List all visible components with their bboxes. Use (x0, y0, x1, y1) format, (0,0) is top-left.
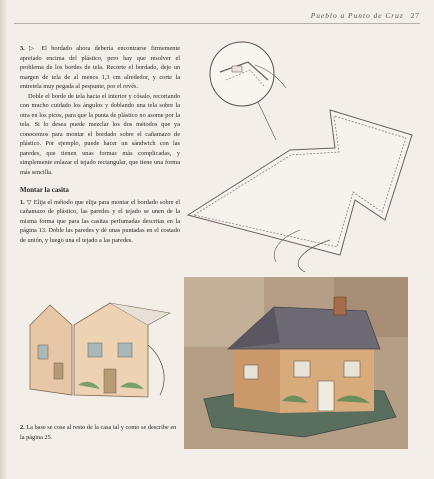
step-1-arrow: ▽ (26, 198, 32, 206)
step-1-number: 1. (20, 198, 25, 206)
magnifier-pointer (258, 102, 276, 140)
step-3-text: El bordado ahora debería encontrarse firmemente apretado encima del plástico, pero hay que resolver el problema de los bordes de tela. Recorte el bordado, deje un margen de tela de al menos 1,3 cm alrededor, y corte la entretela muy pegada al pespunte, por el revés. (20, 45, 181, 90)
step-3-continuation: Doble el borde de tela hacia el interior y cósalo, recortando con mucho cuidado los ángulos y doblando una tela sobre la otra en los picos, para que la punta de plástico no asome por la tela. Si lo desea puede mezclar los dos métodos que ya conocemos para montar el bordado sobre el cañamazo de plástico. Por ejemplo, puede hacer un sándwich con las paredes, que tienen unas formas más complicadas, y simplemente enlazar el tejado rectangular, que tiene una forma más sencilla. (20, 92, 180, 176)
finished-house-photo (184, 277, 408, 449)
house-walls (234, 341, 374, 413)
header-rule (14, 23, 420, 24)
step-3-paragraph (20, 44, 180, 92)
roof-edge-diagram (180, 40, 416, 272)
step-1-text: Elija el método que elija para montar el bordado sobre el cañamazo de plástico, las paredes y el tejado se unen de la misma forma que para las casitas perfumadas descritas en la página 13. Doble las paredes y dé unas puntadas en el costado de unión, y luego una el tejado a las paredes. (20, 198, 181, 244)
canvas-piece (188, 110, 412, 255)
step-1-paragraph (20, 198, 180, 246)
text-column (20, 44, 180, 245)
step-3-number: 3. (20, 45, 25, 52)
step-2-caption (20, 423, 180, 442)
needle-thread (148, 345, 164, 395)
magnifier-circle (210, 42, 286, 106)
step-3-arrow: ▷ (29, 45, 37, 52)
step-2-number: 2. (20, 424, 25, 431)
page-number: 27 (410, 11, 420, 20)
house-wall-left (30, 305, 72, 395)
running-title: Pueblo a Punto de Cruz (310, 11, 404, 20)
page-binding-edge (0, 0, 8, 479)
step-2-text: La base se cose al resto de la casa tal y como se describe en la página 25. (20, 424, 177, 441)
running-header (311, 11, 420, 20)
section-heading: Montar la casita (20, 186, 69, 194)
wall-assembly-illustration (20, 285, 180, 411)
